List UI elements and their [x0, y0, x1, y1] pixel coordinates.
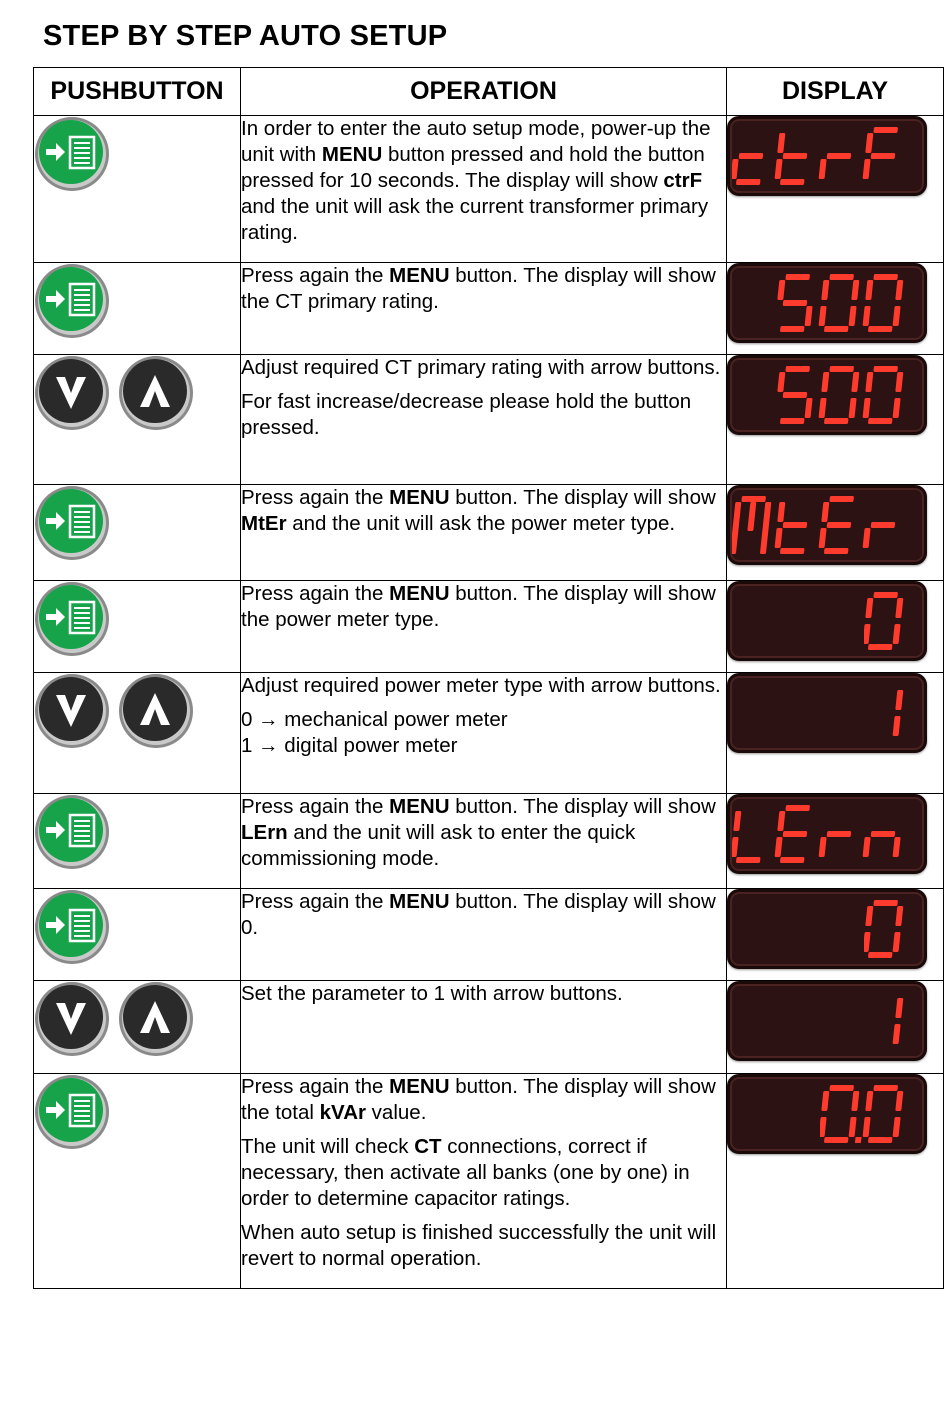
seven-segment-display: [727, 1074, 927, 1154]
menu-button-icon: [34, 263, 110, 339]
operation-text: value.: [365, 1101, 427, 1124]
seven-segment-display: [727, 981, 927, 1061]
operation-text: and the unit will ask the current transformer primary rating.: [241, 195, 709, 244]
emphasis-text: MENU: [389, 795, 450, 818]
operation-paragraph: [241, 1074, 726, 1126]
page-title: STEP BY STEP AUTO SETUP: [43, 20, 448, 52]
display-cell: [727, 116, 944, 263]
arrow-down-button-icon: [34, 673, 110, 749]
seven-segment-display: [727, 581, 927, 661]
pushbutton-cell: [34, 794, 241, 889]
operation-cell: [241, 116, 727, 263]
arrow-up-button-icon: [118, 981, 194, 1057]
emphasis-text: MENU: [321, 143, 383, 166]
operation-cell: [241, 981, 727, 1074]
seven-segment-display: [727, 485, 927, 565]
operation-cell: [241, 581, 727, 673]
operation-text: button. The display will show the total: [241, 1075, 716, 1124]
seven-segment-display: [727, 794, 927, 874]
operation-cell: [241, 889, 727, 981]
pushbutton-cell: [34, 673, 241, 794]
emphasis-text: MENU: [389, 582, 450, 605]
operation-paragraph: [241, 355, 726, 381]
operation-text: button. The display will show the power meter type.: [241, 582, 716, 631]
operation-text: Set the parameter to 1 with arrow buttons.: [241, 982, 623, 1005]
header-pushbutton: PUSHBUTTON: [34, 68, 241, 116]
seven-segment-display: [727, 116, 927, 196]
operation-text: Press again the: [241, 795, 390, 818]
operation-paragraph: [241, 981, 726, 1007]
arrow-up-button-icon: [118, 673, 194, 749]
step-row: [34, 581, 944, 673]
operation-cell: [241, 1074, 727, 1289]
emphasis-text: CT: [414, 1135, 442, 1158]
emphasis-text: MtEr: [241, 512, 287, 535]
operation-paragraph: [241, 1134, 726, 1212]
seven-segment-display: [727, 889, 927, 969]
display-cell: [727, 485, 944, 581]
seven-segment-display: [727, 355, 927, 435]
step-row: [34, 355, 944, 485]
display-cell: [727, 263, 944, 355]
emphasis-text: ctrF: [663, 169, 703, 192]
operation-paragraph: [241, 389, 726, 441]
menu-button-icon: [34, 1074, 110, 1150]
emphasis-text: kVAr: [319, 1101, 366, 1124]
display-cell: [727, 889, 944, 981]
pushbutton-cell: [34, 355, 241, 485]
operation-cell: [241, 673, 727, 794]
step-row: [34, 794, 944, 889]
pushbutton-cell: [34, 116, 241, 263]
emphasis-text: MENU: [389, 264, 450, 287]
display-cell: [727, 673, 944, 794]
operation-paragraph: [241, 263, 726, 315]
header-operation: OPERATION: [241, 68, 727, 116]
pushbutton-cell: [34, 581, 241, 673]
pushbutton-cell: [34, 485, 241, 581]
operation-paragraph: [241, 889, 726, 941]
operation-cell: [241, 263, 727, 355]
step-row: [34, 981, 944, 1074]
operation-text: button. The display will show the CT primary rating.: [241, 264, 716, 313]
menu-button-icon: [34, 581, 110, 657]
menu-button-icon: [34, 794, 110, 870]
arrow-down-button-icon: [34, 355, 110, 431]
operation-text: button pressed and hold the button pressed for 10 seconds. The display will show: [241, 143, 705, 192]
operation-paragraph: [241, 485, 726, 537]
step-row: [34, 263, 944, 355]
emphasis-text: MENU: [389, 486, 450, 509]
pushbutton-cell: [34, 889, 241, 981]
emphasis-text: MENU: [389, 890, 450, 913]
step-row: [34, 1074, 944, 1289]
seven-segment-display: [727, 263, 927, 343]
operation-text: Press again the: [241, 890, 390, 913]
operation-text: Press again the: [241, 1075, 390, 1098]
operation-text: Press again the: [241, 486, 390, 509]
operation-cell: [241, 355, 727, 485]
operation-text: Press again the: [241, 582, 390, 605]
operation-text: button. The display will show: [449, 795, 716, 818]
pushbutton-cell: [34, 1074, 241, 1289]
step-row: [34, 485, 944, 581]
operation-paragraph: [241, 581, 726, 633]
operation-paragraph: [241, 794, 726, 872]
operation-text: button. The display will show 0.: [241, 890, 716, 939]
operation-text: When auto setup is finished successfully the unit will revert to normal operation.: [241, 1221, 717, 1270]
pushbutton-cell: [34, 981, 241, 1074]
operation-text: 0 → mechanical power meter: [241, 708, 508, 731]
menu-button-icon: [34, 889, 110, 965]
arrow-up-button-icon: [118, 355, 194, 431]
operation-paragraph: [241, 673, 726, 699]
seven-segment-display: [727, 673, 927, 753]
emphasis-text: LErn: [241, 821, 288, 844]
operation-cell: [241, 485, 727, 581]
operation-text: and the unit will ask to enter the quick commissioning mode.: [241, 821, 636, 870]
emphasis-text: MENU: [389, 1075, 450, 1098]
operation-text: button. The display will show: [449, 486, 716, 509]
operation-text: connections, correct if necessary, then activate all banks (one by one) in order to determine capacitor ratings.: [241, 1135, 690, 1210]
operation-text: For fast increase/decrease please hold the button pressed.: [241, 390, 692, 439]
pushbutton-cell: [34, 263, 241, 355]
operation-text: Adjust required CT primary rating with arrow buttons.: [241, 356, 721, 379]
operation-paragraph: [241, 1220, 726, 1272]
operation-text: Press again the: [241, 264, 390, 287]
step-row: [34, 673, 944, 794]
display-cell: [727, 581, 944, 673]
setup-table: [33, 67, 944, 1289]
menu-button-icon: [34, 485, 110, 561]
operation-text: Adjust required power meter type with arrow buttons.: [241, 674, 721, 697]
display-cell: [727, 355, 944, 485]
step-row: [34, 889, 944, 981]
operation-text: and the unit will ask the power meter type.: [286, 512, 676, 535]
display-cell: [727, 981, 944, 1074]
operation-text: In order to enter the auto setup mode, power-up the unit with: [241, 117, 711, 166]
operation-text: 1 → digital power meter: [241, 734, 458, 757]
display-cell: [727, 1074, 944, 1289]
display-cell: [727, 794, 944, 889]
operation-text: The unit will check: [241, 1135, 415, 1158]
operation-cell: [241, 794, 727, 889]
header-row: [34, 68, 944, 116]
operation-paragraph: [241, 116, 726, 246]
menu-button-icon: [34, 116, 110, 192]
step-row: [34, 116, 944, 263]
header-display: DISPLAY: [727, 68, 944, 116]
operation-paragraph: [241, 707, 726, 759]
arrow-down-button-icon: [34, 981, 110, 1057]
